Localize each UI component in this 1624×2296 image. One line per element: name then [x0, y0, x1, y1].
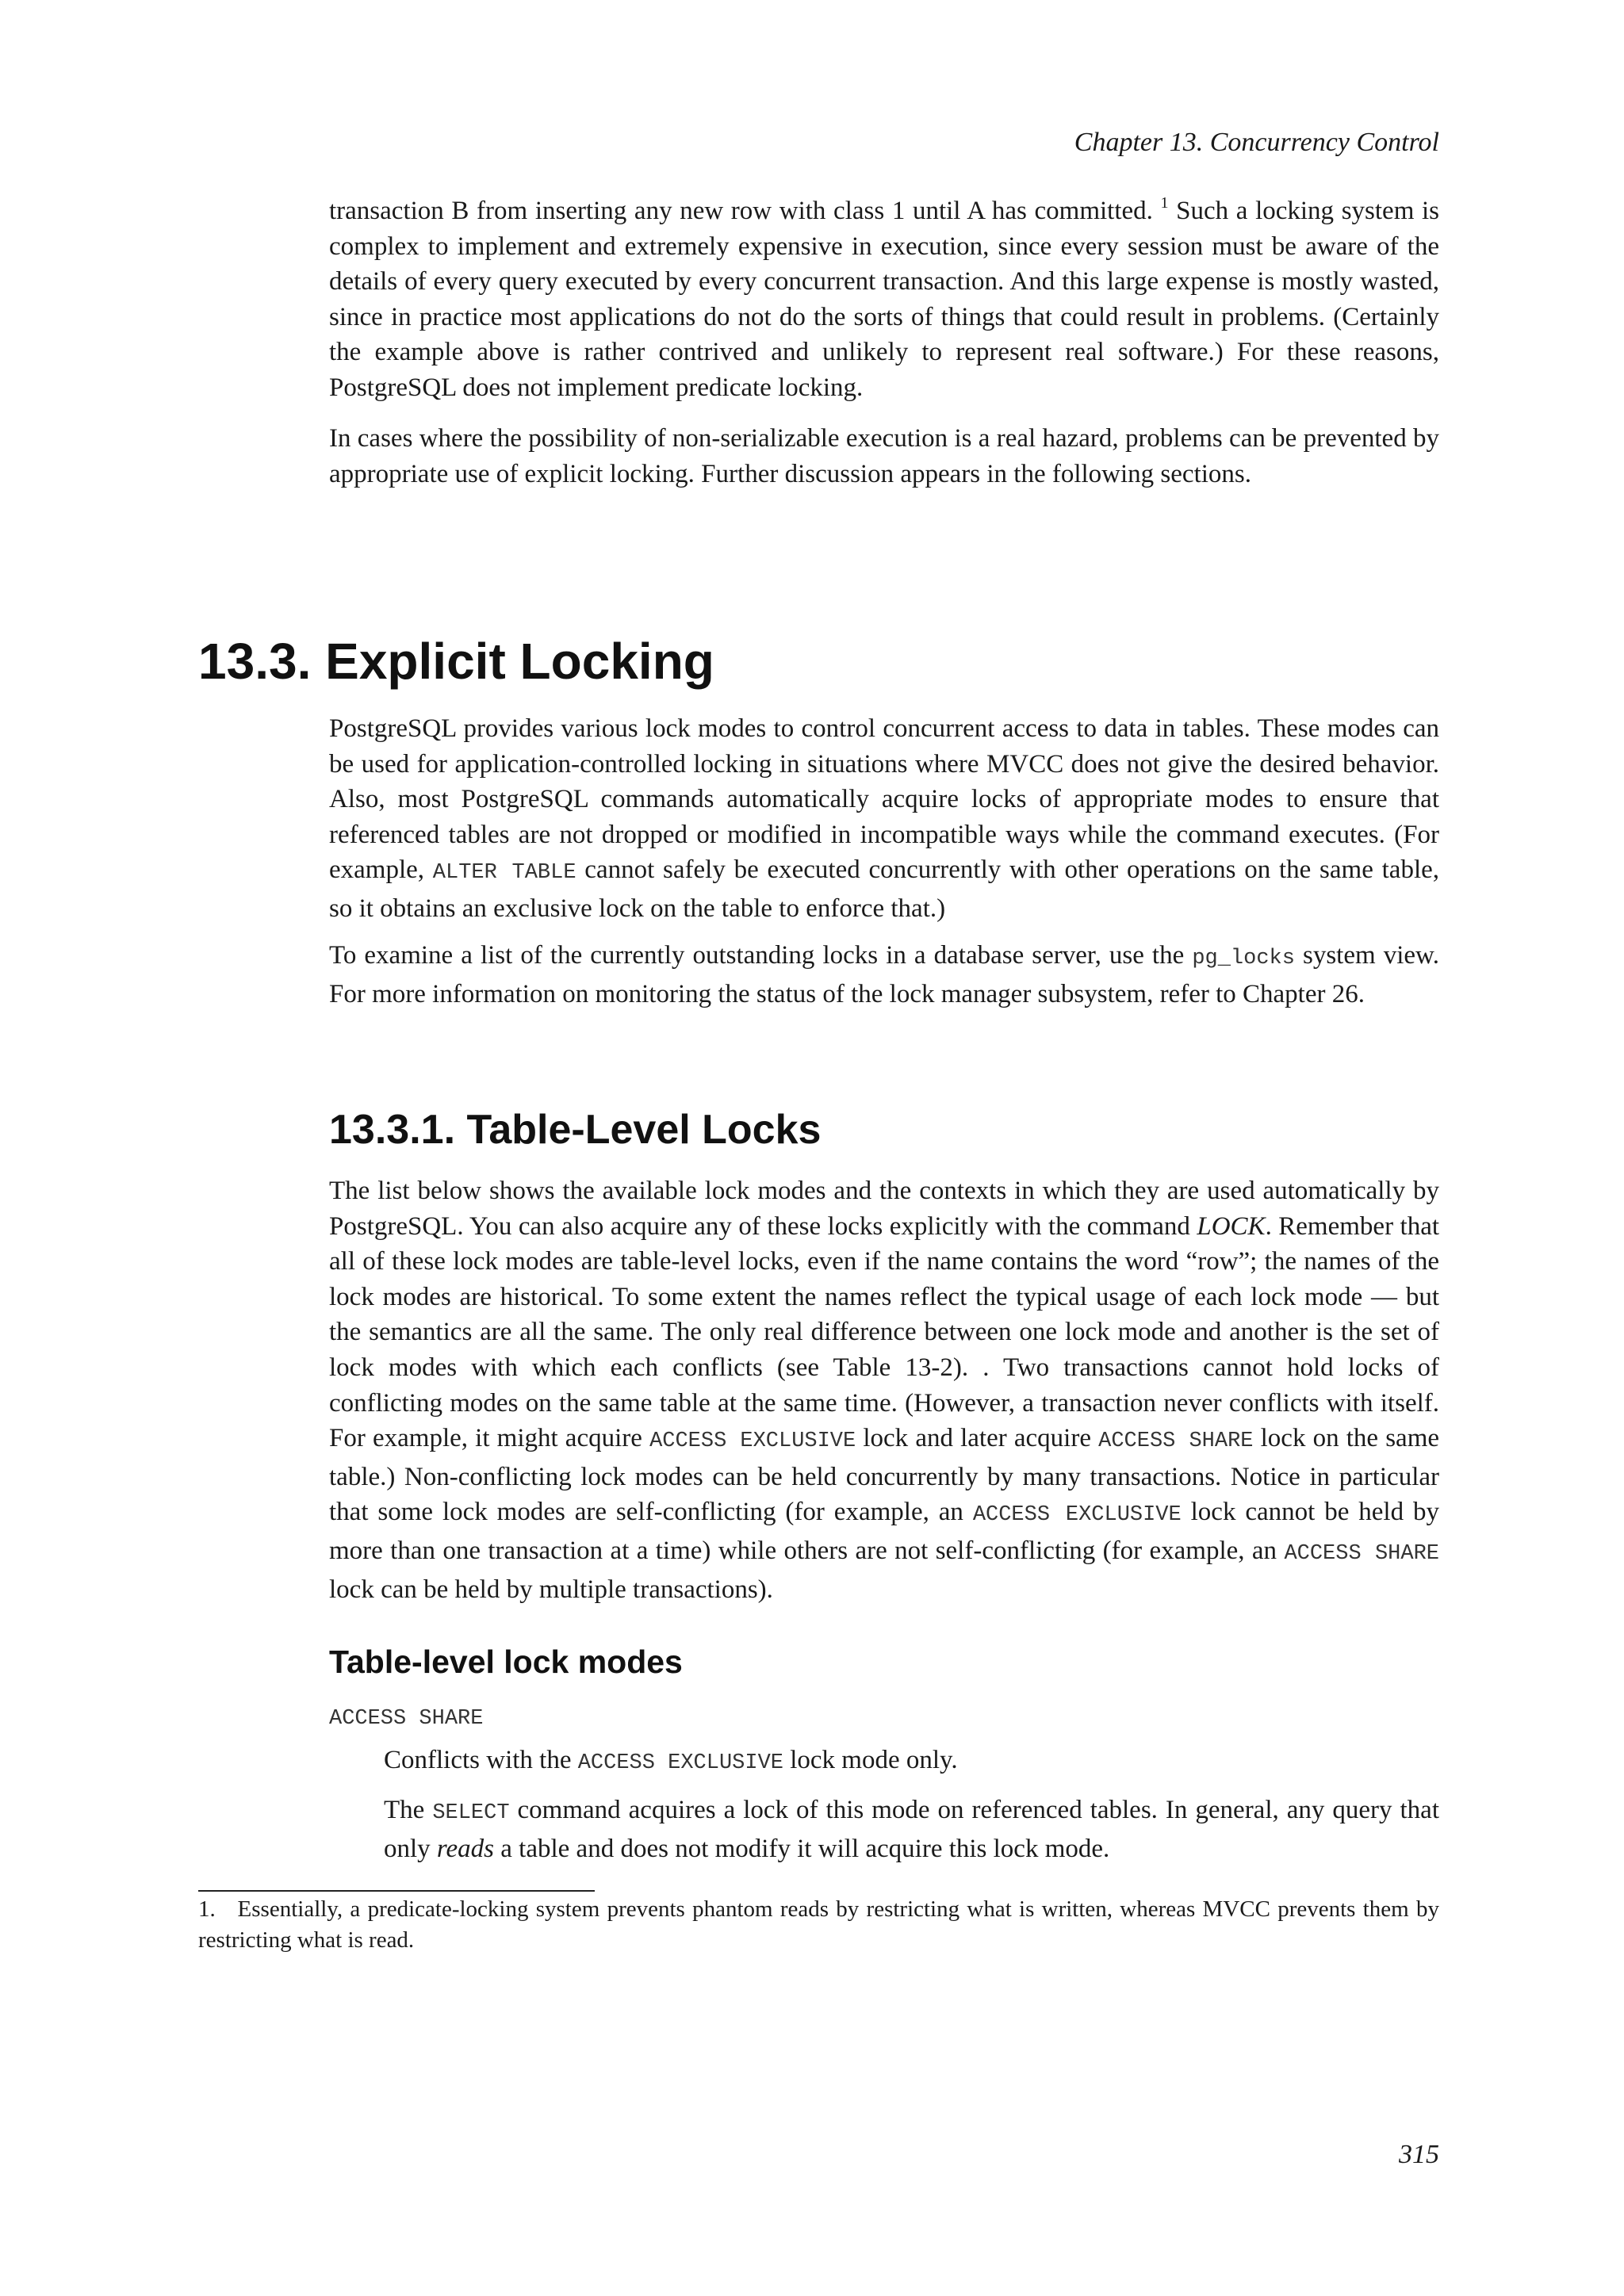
- page-number: 315: [1399, 2140, 1439, 2169]
- code-pg-locks: pg_locks: [1192, 947, 1295, 970]
- lock-modes-heading: Table-level lock modes: [329, 1644, 683, 1680]
- intro-paragraph-2: In cases where the possibility of non-serializable execution is a real hazard, problems can be prevented by appropriate use of explicit locking. Further discussion appears in the following sections.: [329, 424, 1439, 488]
- section-paragraph-2: To examine a list of the currently outstanding locks in a database server, use the pg_locks system view. For more information on monitoring the status of the lock manager subsystem, refer to Chapter 26.: [329, 941, 1439, 1008]
- running-header: Chapter 13. Concurrency Control: [1074, 128, 1439, 157]
- lock-mode-definition-2: The SELECT command acquires a lock of this mode on referenced tables. In general, any query that only reads a table and does not modify it will acquire this lock mode.: [384, 1796, 1439, 1863]
- intro-paragraph-1: transaction B from inserting any new row with class 1 until A has committed. $^1$ Such a locking system is complex to implement and extremely expensive in execution, since every session must be aware of the details of every query executed by every concurrent transaction. And this large expense is mostly wasted, since in practice most applications do not do the sorts of things that could result in problems. (Certainly the example above is rather contrived and unlikely to represent real software.) For these reasons, PostgreSQL does not implement predicate locking.: [329, 194, 1439, 402]
- subsection-heading: 13.3.1. Table-Level Locks: [329, 1107, 822, 1153]
- section-paragraph-1: PostgreSQL provides various lock modes to control concurrent access to data in tables. These modes can be used for application-controlled locking in situations where MVCC does not give the desired behavior. Also, most PostgreSQL commands automatically acquire locks of appropriate modes to ensure that referenced tables are not dropped or modified in incompatible ways while the command executes. (For example, ALTER TABLE cannot safely be executed concurrently with other operations on the same table, so it obtains an exclusive lock on the table to enforce that.): [329, 714, 1440, 923]
- section-heading: 13.3. Explicit Locking: [198, 633, 714, 690]
- footnote-rule: [198, 1890, 595, 1892]
- subsection-paragraph-1: The list below shows the available lock modes and the contexts in which they are used automatically by PostgreSQL. You can also acquire any of these locks explicitly with the command LOCK. Remember that all of these lock modes are table-level locks, even if the name contains the word “row”; the names of the lock modes are historical. To some extent the names reflect the typical usage of each lock mode — but the semantics are all the same. The only real difference between one lock mode and another is the set of lock modes with which each conflicts (see Table 13-2). . Two transactions cannot hold locks of conflicting modes on the same table at the same time. (However, a transaction never conflicts with itself. For example, it might acquire ACCESS EXCLUSIVE lock and later acquire ACCESS SHARE lock on the same table.) Non-conflicting lock modes can be held concurrently by many transactions. Notice in particular that some lock modes are self-conflicting (for example, an ACCESS EXCLUSIVE lock cannot be held by more than one transaction at a time) while others are not self-conflicting (for example, an ACCESS SHARE lock can be held by multiple transactions).: [329, 1177, 1440, 1604]
- footnote-text: Essentially, a predicate-locking system prevents phantom reads by restricting what is written, whereas MVCC prevents them by restricting what is read.: [198, 1896, 1439, 1953]
- lock-mode-term: ACCESS SHARE: [329, 1707, 484, 1731]
- footnote: [198, 1894, 1439, 1956]
- code-alter-table: ALTER TABLE: [432, 861, 576, 886]
- footnote-number: 1.: [198, 1896, 216, 1922]
- lock-mode-definition-1: Conflicts with the ACCESS EXCLUSIVE lock mode only.: [384, 1746, 958, 1775]
- footnote-reference[interactable]: 1: [1160, 194, 1169, 212]
- emphasis-lock: LOCK: [1197, 1211, 1266, 1241]
